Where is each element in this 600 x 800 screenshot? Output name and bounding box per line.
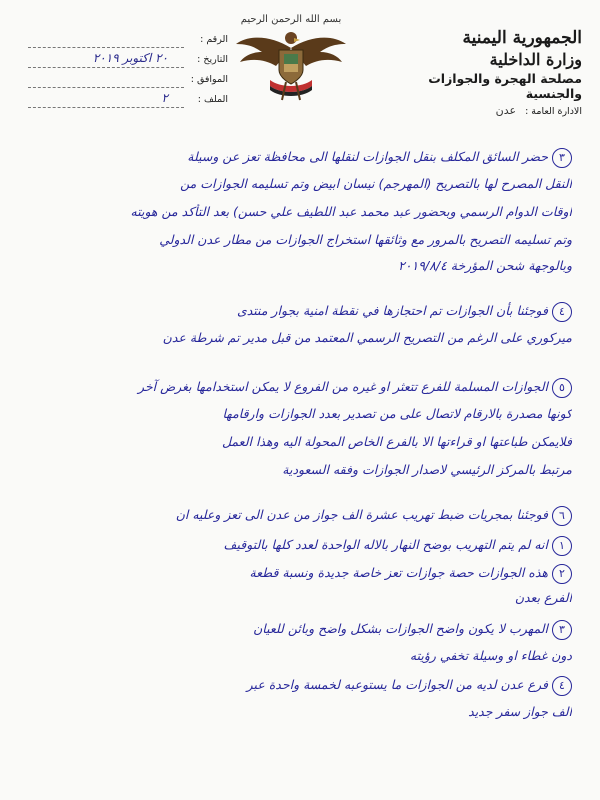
- line-text: فوجئنا بأن الجوازات تم احتجازها في نقطة امنية بجوار منتدى: [236, 303, 548, 318]
- item-number: ٥: [552, 378, 572, 398]
- item-number: ٣: [552, 620, 572, 640]
- file-value: ٢: [161, 91, 168, 105]
- handwritten-line: [28, 176, 572, 191]
- handwritten-line: [28, 676, 572, 696]
- date-value: ٢٠ اكتوبر ٢٠١٩: [92, 51, 168, 65]
- date-row: التاريخ : ٢٠ اكتوبر ٢٠١٩: [28, 52, 228, 72]
- department-value: عدن: [495, 104, 517, 117]
- yemen-eagle-emblem-icon: [232, 8, 350, 108]
- handwritten-line: [28, 564, 572, 584]
- corresponding-row: الموافق :: [28, 72, 228, 92]
- line-text: الجوازات المسلمة للفرع تتعثر او غيره من الفروع لا يمكن استخدامها بغرض آخر: [138, 379, 548, 394]
- handwritten-line: [28, 434, 572, 449]
- item-number: ٢: [552, 564, 572, 584]
- handwritten-line: [28, 258, 572, 273]
- basmala: بسم الله الرحمن الرحيم: [240, 14, 342, 25]
- line-text: وبالوجهة شحن المؤرخة ٢٠١٩/٨/٤: [398, 258, 572, 273]
- handwritten-line: [28, 506, 572, 526]
- department-line: [382, 104, 582, 117]
- line-text: انه لم يتم التهريب بوضح النهار بالاله الواحدة لعدد كلها بالتوقيف: [223, 537, 548, 552]
- line-text: دون غطاء او وسيلة تخفي رؤيته: [409, 648, 572, 663]
- line-text: هذه الجوازات حصة جوازات تعز خاصة جديدة ونسبة قطعة: [249, 565, 548, 580]
- handwritten-line: [28, 590, 572, 605]
- line-text: المهرب لا يكون واضح الجوازات بشكل واضح وبائن للعيان: [253, 621, 548, 636]
- handwritten-line: [28, 302, 572, 322]
- item-number: ٤: [552, 676, 572, 696]
- handwritten-line: [28, 232, 572, 247]
- line-text: الف جواز سفر جديد: [468, 704, 572, 719]
- handwritten-line: [28, 648, 572, 663]
- line-text: مرتبط بالمركز الرئيسي لاصدار الجوازات وفقه السعودية: [282, 462, 572, 477]
- line-text: كونها مصدرة بالارقام لاتصال على من تصدير بعدد الجوازات وارقامها: [222, 406, 572, 421]
- file-row: الملف : ٢: [28, 92, 228, 112]
- line-text: حضر السائق المكلف بنقل الجوازات لنقلها الى محافظة تعز عن وسيلة: [187, 149, 548, 164]
- item-number: ٣: [552, 148, 572, 168]
- item-number: ٤: [552, 302, 572, 322]
- ref-row: الرقم :: [28, 32, 228, 52]
- handwritten-line: [28, 204, 572, 219]
- handwritten-line: [28, 378, 572, 398]
- handwritten-line: [28, 330, 572, 345]
- letterhead: [382, 28, 582, 117]
- document-meta: [28, 32, 228, 112]
- handwritten-line: [28, 148, 572, 168]
- item-number: ٦: [552, 506, 572, 526]
- item-number: ١: [552, 536, 572, 556]
- country-name: الجمهورية اليمنية: [462, 28, 582, 48]
- line-text: النقل المصرح لها بالتصريح (المهرجم) نيسان ابيض وتم تسليمه الجوازات من: [180, 176, 572, 191]
- handwritten-line: [28, 704, 572, 719]
- handwritten-line: [28, 620, 572, 640]
- line-text: الفرع بعدن: [514, 590, 572, 605]
- line-text: فلايمكن طباعتها او قراءتها الا بالفرع الخاص المحولة اليه وهذا العمل: [221, 434, 572, 449]
- line-text: وتم تسليمه التصريح بالمرور مع وثائقها استخراج الجوازات من مطار عدن الدولي: [159, 232, 572, 247]
- ministry-name: وزارة الداخلية: [489, 50, 582, 69]
- handwritten-line: [28, 406, 572, 421]
- department-label: الادارة العامة :: [525, 106, 582, 117]
- handwritten-line: [28, 536, 572, 556]
- authority-name: مصلحة الهجرة والجوازات والجنسية: [428, 71, 582, 101]
- line-text: فوجئنا بمجريات ضبط تهريب عشرة الف جواز من عدن الى تعز وعليه ان: [175, 507, 548, 522]
- line-text: اوقات الدوام الرسمي وبحضور عبد محمد عبد اللطيف علي حسن) بعد التأكد من هويته: [130, 204, 572, 219]
- line-text: ميركوري على الرغم من التصريح الرسمي المعتمد من قبل مدير تم شرطة عدن: [162, 330, 572, 345]
- line-text: فرع عدن لديه من الجوازات ما يستوعبه لخمسة واحدة عبر: [246, 677, 548, 692]
- handwritten-line: [28, 462, 572, 477]
